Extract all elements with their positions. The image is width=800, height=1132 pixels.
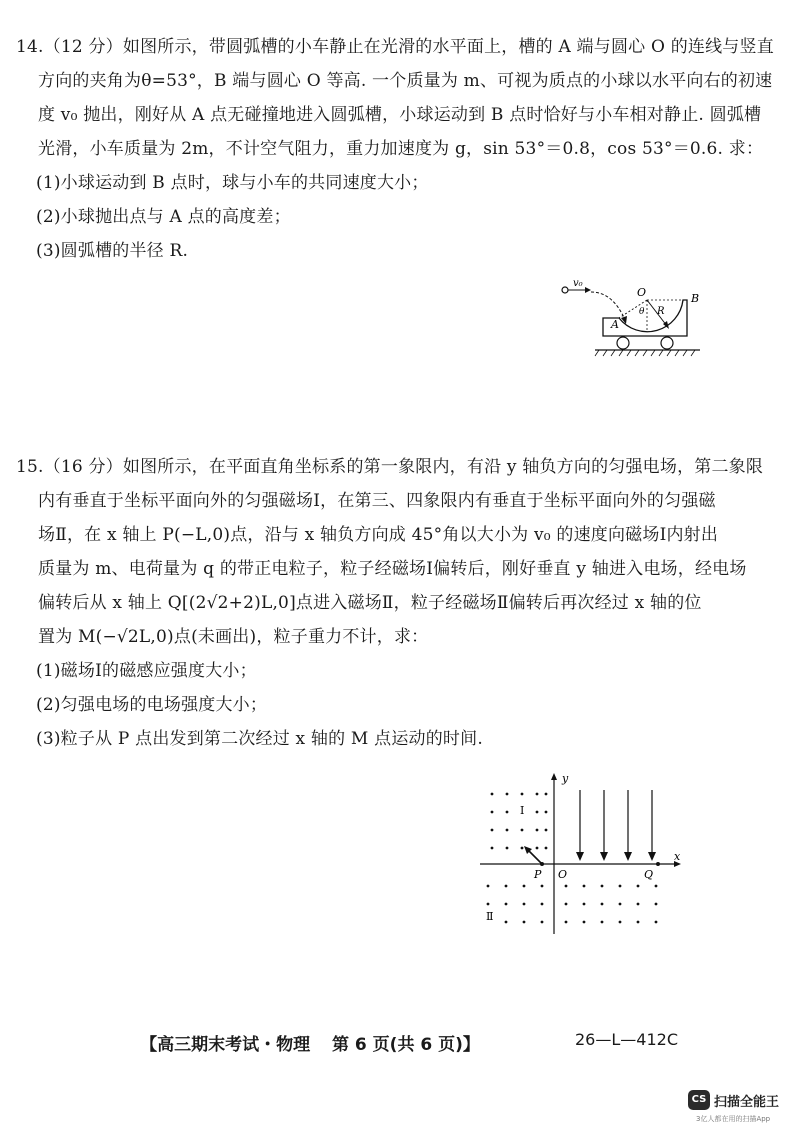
label-region-II: Ⅱ (486, 910, 494, 923)
label-v0: v₀ (573, 280, 583, 289)
label-O: O (637, 286, 647, 299)
footer-title: 【高三期末考试・物理 (140, 1035, 311, 1055)
camscanner-watermark (688, 1090, 792, 1130)
q14-line-2: 方向的夹角为θ=53°，B 端与圆心 O 等高. 一个质量为 m、可视为质点的小球以水平向右的初速 (38, 71, 773, 91)
ground-hatching (595, 350, 695, 356)
q14-item-1: (1)小球运动到 B 点时，球与小车的共同速度大小； (36, 173, 429, 193)
label-Q: Q (644, 868, 654, 881)
label-region-I: Ⅰ (520, 804, 525, 817)
electric-field-arrowheads (576, 852, 656, 861)
ball-start-point (562, 287, 568, 293)
q14-line-4: 光滑，小车质量为 2m，不计空气阻力，重力加速度为 g，sin 53°＝0.8，cos 53°＝0.6. 求： (38, 139, 764, 159)
label-theta: θ (639, 307, 645, 317)
q14-line-1: 14.（12 分）如图所示，带圆弧槽的小车静止在光滑的水平面上，槽的 A 端与圆心 O 的连线与竖直 (16, 37, 774, 57)
q15-item-1: (1)磁场Ⅰ的磁感应强度大小； (36, 661, 257, 681)
wheel-left (617, 337, 629, 349)
q15-line-5: 偏转后从 x 轴上 Q[(2√2+2)L,0]点进入磁场Ⅱ，粒子经磁场Ⅱ偏转后再次经过 x 轴的位 (38, 593, 702, 613)
label-x: x (674, 850, 681, 863)
field-I-dots (491, 793, 548, 850)
q15-line-3: 场Ⅱ，在 x 轴上 P(−L,0)点，沿与 x 轴负方向成 45°角以大小为 v₀ 的速度向磁场Ⅰ内射出 (38, 525, 719, 545)
camscanner-logo-icon: CS (688, 1090, 710, 1110)
q15-line-2: 内有垂直于坐标平面向外的匀强磁场Ⅰ，在第三、四象限内有垂直于坐标平面向外的匀强磁 (38, 491, 716, 511)
q15-line-1: 15.（16 分）如图所示，在平面直角坐标系的第一象限内，有沿 y 轴负方向的匀强电场，第二象限 (16, 457, 764, 477)
q14-item-2: (2)小球抛出点与 A 点的高度差； (36, 207, 291, 227)
point-Q (656, 862, 660, 866)
ball-trajectory (591, 292, 625, 320)
field-II-dots (487, 885, 658, 924)
camscanner-name: 扫描全能王 (714, 1095, 780, 1110)
q14-line-3: 度 v₀ 抛出，刚好从 A 点无碰撞地进入圆弧槽，小球运动到 B 点时恰好与小车相对静止. 圆弧槽 (38, 105, 762, 125)
label-A: A (611, 318, 619, 331)
q14-item-3: (3)圆弧槽的半径 R. (36, 241, 189, 261)
footer-code: 26—L—412C (575, 1030, 678, 1049)
label-P: P (534, 868, 542, 881)
footer-page-number: 第 6 页(共 6 页)】 (332, 1035, 480, 1055)
label-O: O (558, 868, 568, 881)
q15-figure (476, 768, 686, 938)
question-14 (16, 30, 774, 268)
q15-line-4: 质量为 m、电荷量为 q 的带正电粒子，粒子经磁场Ⅰ偏转后，刚好垂直 y 轴进入电场，经电场 (38, 559, 747, 579)
question-15 (16, 450, 771, 756)
label-B: B (691, 292, 700, 305)
point-P (540, 862, 544, 866)
electric-field-lines (580, 790, 652, 854)
field-diagram (476, 768, 686, 938)
v0-arrowhead (585, 287, 591, 293)
page-footer (0, 1030, 800, 1055)
q14-figure (555, 280, 715, 370)
velocity-arrow (528, 850, 542, 864)
q15-item-2: (2)匀强电场的电场强度大小； (36, 695, 268, 715)
y-axis-arrowhead (551, 773, 557, 780)
wheel-right (661, 337, 673, 349)
label-R: R (657, 306, 665, 317)
cart-diagram (555, 280, 715, 370)
q15-line-6: 置为 M(−√2L,0)点(未画出)，粒子重力不计，求： (38, 627, 429, 647)
camscanner-tagline: 3亿人都在用的扫描App (696, 1115, 771, 1123)
q15-item-3: (3)粒子从 P 点出发到第二次经过 x 轴的 M 点运动的时间. (36, 729, 483, 749)
label-y: y (562, 772, 569, 785)
